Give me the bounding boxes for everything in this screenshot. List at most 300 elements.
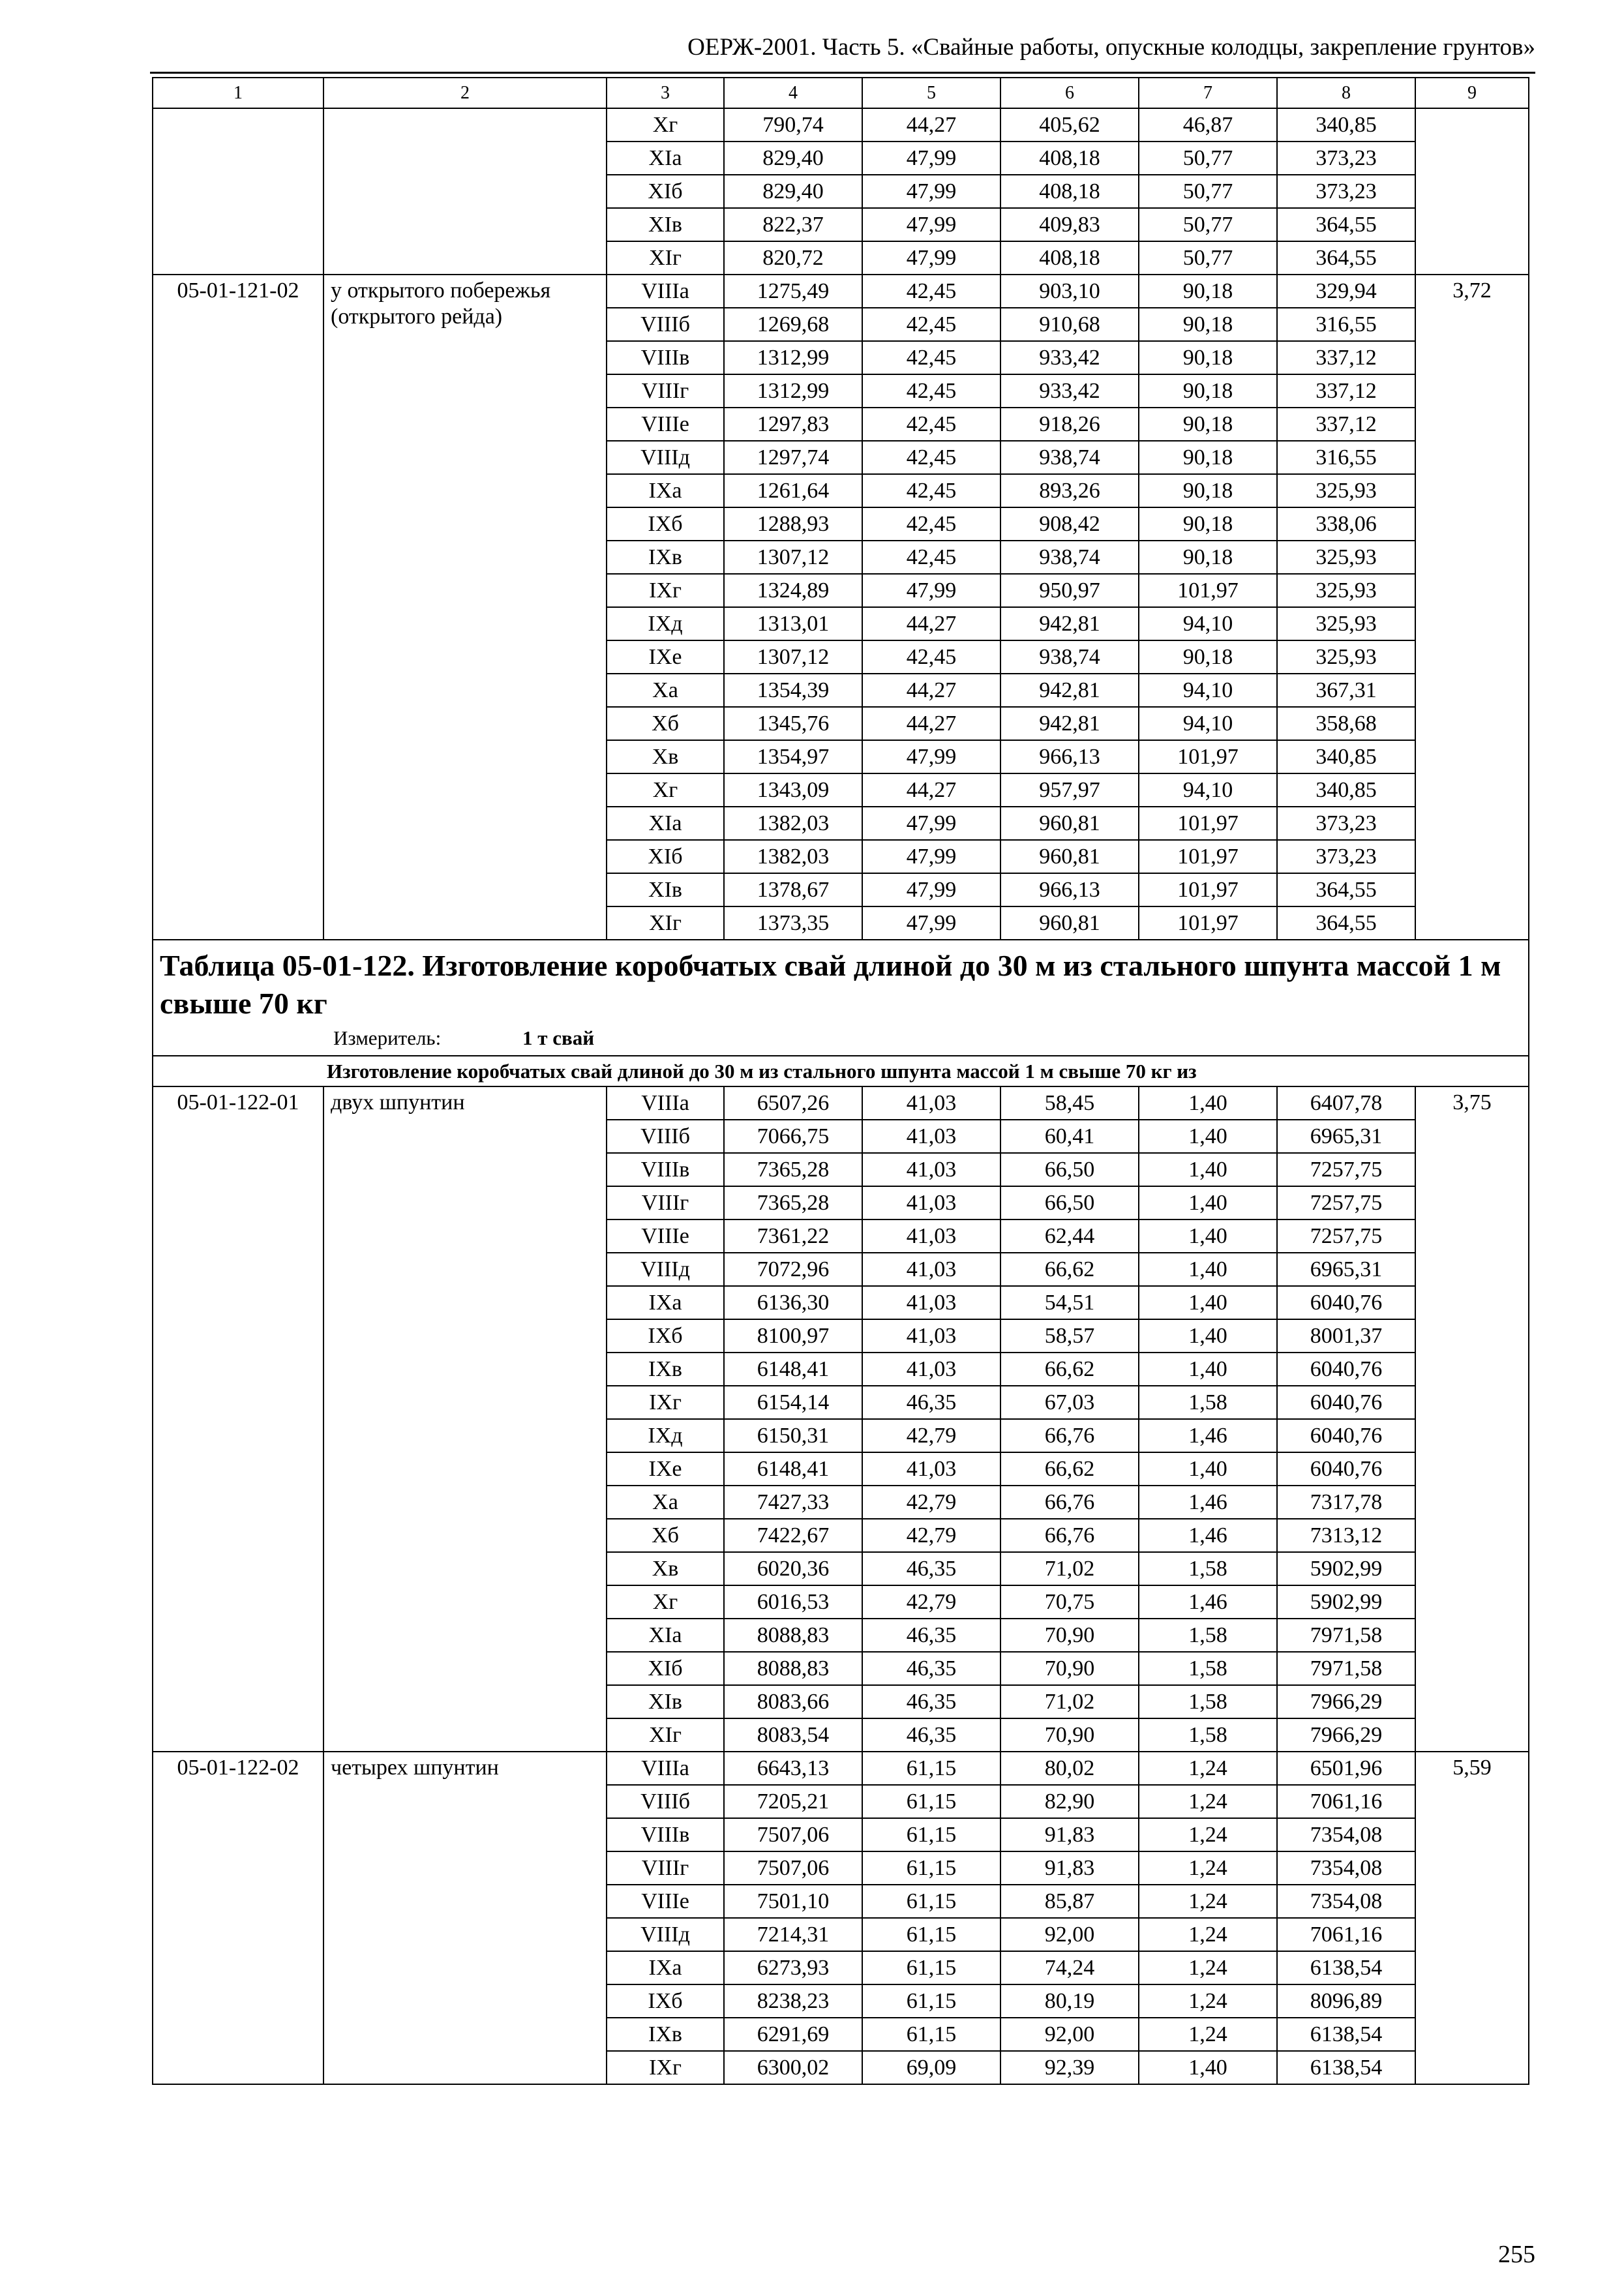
table-cell: 7361,22 bbox=[724, 1219, 862, 1253]
table-cell: 85,87 bbox=[1000, 1885, 1139, 1918]
table-cell: 337,12 bbox=[1277, 341, 1415, 374]
table-cell: 1354,97 bbox=[724, 740, 862, 773]
table-cell: 47,99 bbox=[862, 175, 1000, 208]
table-cell: 1,40 bbox=[1139, 1219, 1277, 1253]
table-row bbox=[153, 1086, 1529, 1120]
rate-code: 05-01-122-01 bbox=[153, 1086, 323, 1752]
table-cell: 7257,75 bbox=[1277, 1219, 1415, 1253]
table-cell: 340,85 bbox=[1277, 740, 1415, 773]
table-cell: 41,03 bbox=[862, 1286, 1000, 1319]
work-description: четырех шпунтин bbox=[323, 1752, 607, 2084]
table-cell: 47,99 bbox=[862, 840, 1000, 873]
table-cell: 69,09 bbox=[862, 2051, 1000, 2084]
table-cell: 893,26 bbox=[1000, 474, 1139, 507]
table-cell: 908,42 bbox=[1000, 507, 1139, 541]
table-cell: 1269,68 bbox=[724, 308, 862, 341]
table-title: Таблица 05-01-122. Изготовление коробчатых свай длиной до 30 м из стального шпунта массой 1 м свыше 70 кг bbox=[160, 949, 1501, 1020]
table-cell: 325,93 bbox=[1277, 640, 1415, 674]
table-cell: Xв bbox=[607, 1552, 724, 1585]
table-cell: 1,40 bbox=[1139, 1319, 1277, 1353]
table-cell: 337,12 bbox=[1277, 408, 1415, 441]
rate-code: 05-01-122-02 bbox=[153, 1752, 323, 2084]
table-cell: 1,24 bbox=[1139, 1951, 1277, 1984]
table-cell: 1,40 bbox=[1139, 1286, 1277, 1319]
table-cell: 42,79 bbox=[862, 1419, 1000, 1452]
table-cell: 373,23 bbox=[1277, 807, 1415, 840]
table-cell: 90,18 bbox=[1139, 640, 1277, 674]
table-cell: 42,45 bbox=[862, 308, 1000, 341]
table-cell: 1,58 bbox=[1139, 1386, 1277, 1419]
table-cell: 8001,37 bbox=[1277, 1319, 1415, 1353]
table-cell: XIв bbox=[607, 873, 724, 906]
table-cell: 41,03 bbox=[862, 1120, 1000, 1153]
table-cell: 373,23 bbox=[1277, 142, 1415, 175]
table-cell: 6148,41 bbox=[724, 1353, 862, 1386]
table-cell: 325,93 bbox=[1277, 607, 1415, 640]
table-cell: 325,93 bbox=[1277, 474, 1415, 507]
table-cell: 6136,30 bbox=[724, 1286, 862, 1319]
table-cell: VIIIд bbox=[607, 441, 724, 474]
table-cell: 44,27 bbox=[862, 707, 1000, 740]
unit-line bbox=[160, 1025, 1528, 1051]
table-cell: 90,18 bbox=[1139, 408, 1277, 441]
table-cell: 94,10 bbox=[1139, 674, 1277, 707]
table-cell: VIIIе bbox=[607, 408, 724, 441]
table-cell: 6016,53 bbox=[724, 1585, 862, 1619]
table-cell: 7507,06 bbox=[724, 1851, 862, 1885]
table-cell: 62,44 bbox=[1000, 1219, 1139, 1253]
table-cell: 338,06 bbox=[1277, 507, 1415, 541]
table-cell: 66,50 bbox=[1000, 1153, 1139, 1186]
coefficient: 5,59 bbox=[1415, 1752, 1529, 2084]
table-cell: VIIIб bbox=[607, 1120, 724, 1153]
table-cell: 1312,99 bbox=[724, 374, 862, 408]
table-cell: 101,97 bbox=[1139, 906, 1277, 940]
table-cell: 950,97 bbox=[1000, 574, 1139, 607]
table-cell: IXг bbox=[607, 2051, 724, 2084]
table-cell: 6040,76 bbox=[1277, 1452, 1415, 1486]
table-cell: 44,27 bbox=[862, 674, 1000, 707]
table-cell: Xв bbox=[607, 740, 724, 773]
table-cell: 6020,36 bbox=[724, 1552, 862, 1585]
table-cell: VIIIг bbox=[607, 1186, 724, 1219]
table-cell: 80,02 bbox=[1000, 1752, 1139, 1785]
table-cell: 42,45 bbox=[862, 341, 1000, 374]
table-cell: 337,12 bbox=[1277, 374, 1415, 408]
table-cell: 1,40 bbox=[1139, 1353, 1277, 1386]
table-cell: 373,23 bbox=[1277, 175, 1415, 208]
table-cell: 46,35 bbox=[862, 1386, 1000, 1419]
table-cell: 66,62 bbox=[1000, 1253, 1139, 1286]
table-cell: 61,15 bbox=[862, 1984, 1000, 2018]
table-cell: 7966,29 bbox=[1277, 1685, 1415, 1718]
table-cell: 822,37 bbox=[724, 208, 862, 241]
table-cell: 6138,54 bbox=[1277, 1951, 1415, 1984]
table-cell: 1382,03 bbox=[724, 807, 862, 840]
table-cell: 960,81 bbox=[1000, 840, 1139, 873]
table-cell: 42,79 bbox=[862, 1585, 1000, 1619]
table-cell: Xа bbox=[607, 1486, 724, 1519]
table-cell: 8100,97 bbox=[724, 1319, 862, 1353]
table-cell: 316,55 bbox=[1277, 441, 1415, 474]
table-cell: 1307,12 bbox=[724, 541, 862, 574]
table-cell: VIIIв bbox=[607, 341, 724, 374]
running-header: ОЕРЖ-2001. Часть 5. «Свайные работы, опускные колодцы, закрепление грунтов» bbox=[687, 34, 1535, 61]
table-cell: 6040,76 bbox=[1277, 1353, 1415, 1386]
table-cell: 101,97 bbox=[1139, 840, 1277, 873]
table-cell: 1,46 bbox=[1139, 1519, 1277, 1552]
table-cell: 1,58 bbox=[1139, 1552, 1277, 1585]
table-cell: 6965,31 bbox=[1277, 1120, 1415, 1153]
table-cell: 358,68 bbox=[1277, 707, 1415, 740]
table-cell: 1,24 bbox=[1139, 1851, 1277, 1885]
table-cell: 1312,99 bbox=[724, 341, 862, 374]
table-cell: 50,77 bbox=[1139, 208, 1277, 241]
table-cell: IXд bbox=[607, 1419, 724, 1452]
table-cell: 58,45 bbox=[1000, 1086, 1139, 1120]
table-cell: 66,50 bbox=[1000, 1186, 1139, 1219]
unit-label: Измеритель: bbox=[333, 1026, 442, 1049]
table-cell: Xг bbox=[607, 773, 724, 807]
table-cell: 101,97 bbox=[1139, 873, 1277, 906]
table-cell: 820,72 bbox=[724, 241, 862, 275]
table-cell: 408,18 bbox=[1000, 175, 1139, 208]
table-cell: 364,55 bbox=[1277, 208, 1415, 241]
table-cell: 41,03 bbox=[862, 1319, 1000, 1353]
table-cell: IXа bbox=[607, 1286, 724, 1319]
table-cell: 1,58 bbox=[1139, 1685, 1277, 1718]
table-cell: 41,03 bbox=[862, 1219, 1000, 1253]
coefficient bbox=[1415, 108, 1529, 275]
table-cell: 71,02 bbox=[1000, 1552, 1139, 1585]
table-cell: 1,24 bbox=[1139, 1885, 1277, 1918]
column-number: 7 bbox=[1139, 78, 1277, 108]
table-cell: 6507,26 bbox=[724, 1086, 862, 1120]
table-cell: 46,35 bbox=[862, 1718, 1000, 1752]
table-cell: 92,39 bbox=[1000, 2051, 1139, 2084]
table-cell: 41,03 bbox=[862, 1353, 1000, 1386]
table-cell: 364,55 bbox=[1277, 906, 1415, 940]
table-cell: 7354,08 bbox=[1277, 1885, 1415, 1918]
table-cell: 61,15 bbox=[862, 1785, 1000, 1818]
table-cell: 50,77 bbox=[1139, 175, 1277, 208]
table-cell: XIв bbox=[607, 208, 724, 241]
table-cell: 101,97 bbox=[1139, 740, 1277, 773]
table-cell: 942,81 bbox=[1000, 607, 1139, 640]
table-cell: 6150,31 bbox=[724, 1419, 862, 1452]
table-cell: 7066,75 bbox=[724, 1120, 862, 1153]
coefficient: 3,72 bbox=[1415, 275, 1529, 940]
table-cell: 50,77 bbox=[1139, 142, 1277, 175]
table-cell: 61,15 bbox=[862, 1918, 1000, 1951]
table-cell: 7507,06 bbox=[724, 1818, 862, 1851]
table-cell: 101,97 bbox=[1139, 574, 1277, 607]
table-cell: 46,35 bbox=[862, 1685, 1000, 1718]
table-cell: 70,75 bbox=[1000, 1585, 1139, 1619]
table-cell: 933,42 bbox=[1000, 374, 1139, 408]
table-cell: 966,13 bbox=[1000, 873, 1139, 906]
table-cell: 1288,93 bbox=[724, 507, 862, 541]
table-cell: 94,10 bbox=[1139, 773, 1277, 807]
table-cell: 1345,76 bbox=[724, 707, 862, 740]
work-description bbox=[323, 108, 607, 275]
table-cell: 92,00 bbox=[1000, 2018, 1139, 2051]
table-cell: VIIIв bbox=[607, 1153, 724, 1186]
column-number: 6 bbox=[1000, 78, 1139, 108]
table-cell: 42,45 bbox=[862, 441, 1000, 474]
table-cell: 42,79 bbox=[862, 1519, 1000, 1552]
table-cell: 1,46 bbox=[1139, 1419, 1277, 1452]
table-cell: IXд bbox=[607, 607, 724, 640]
table-cell: 1,24 bbox=[1139, 2018, 1277, 2051]
table-cell: 6138,54 bbox=[1277, 2051, 1415, 2084]
table-cell: 933,42 bbox=[1000, 341, 1139, 374]
table-cell: 1297,83 bbox=[724, 408, 862, 441]
table-cell: 960,81 bbox=[1000, 906, 1139, 940]
table-cell: 405,62 bbox=[1000, 108, 1139, 142]
table-cell: 47,99 bbox=[862, 142, 1000, 175]
table-cell: 910,68 bbox=[1000, 308, 1139, 341]
table-cell: 47,99 bbox=[862, 740, 1000, 773]
table-cell: 42,45 bbox=[862, 408, 1000, 441]
table-cell: 7313,12 bbox=[1277, 1519, 1415, 1552]
table-cell: IXв bbox=[607, 2018, 724, 2051]
table-cell: 5902,99 bbox=[1277, 1552, 1415, 1585]
table-cell: 364,55 bbox=[1277, 241, 1415, 275]
table-cell: 42,45 bbox=[862, 275, 1000, 308]
table-cell: 61,15 bbox=[862, 1951, 1000, 1984]
table-cell: VIIIа bbox=[607, 1752, 724, 1785]
table-cell: 47,99 bbox=[862, 807, 1000, 840]
table-cell: 7422,67 bbox=[724, 1519, 862, 1552]
table-cell: 101,97 bbox=[1139, 807, 1277, 840]
table-caption bbox=[153, 940, 1529, 1056]
table-cell: 1,24 bbox=[1139, 1785, 1277, 1818]
table-cell: 1313,01 bbox=[724, 607, 862, 640]
rates-table bbox=[152, 77, 1529, 2085]
table-cell: 66,62 bbox=[1000, 1452, 1139, 1486]
table-cell: 6501,96 bbox=[1277, 1752, 1415, 1785]
table-cell: 1,46 bbox=[1139, 1486, 1277, 1519]
table-cell: 90,18 bbox=[1139, 441, 1277, 474]
table-cell: 90,18 bbox=[1139, 541, 1277, 574]
table-cell: 46,35 bbox=[862, 1652, 1000, 1685]
table-cell: 44,27 bbox=[862, 773, 1000, 807]
table-cell: 7966,29 bbox=[1277, 1718, 1415, 1752]
table-cell: 1,58 bbox=[1139, 1718, 1277, 1752]
table-cell: 7214,31 bbox=[724, 1918, 862, 1951]
table-cell: 408,18 bbox=[1000, 241, 1139, 275]
table-cell: 340,85 bbox=[1277, 773, 1415, 807]
table-cell: 1275,49 bbox=[724, 275, 862, 308]
table-cell: 90,18 bbox=[1139, 374, 1277, 408]
table-cell: 1,40 bbox=[1139, 1153, 1277, 1186]
column-number: 2 bbox=[323, 78, 607, 108]
table-cell: 7501,10 bbox=[724, 1885, 862, 1918]
table-cell: IXв bbox=[607, 541, 724, 574]
table-cell: 7072,96 bbox=[724, 1253, 862, 1286]
table-cell: 1261,64 bbox=[724, 474, 862, 507]
table-cell: XIа bbox=[607, 142, 724, 175]
table-cell: 41,03 bbox=[862, 1186, 1000, 1219]
rate-code bbox=[153, 108, 323, 275]
table-cell: 42,45 bbox=[862, 474, 1000, 507]
table-cell: 957,97 bbox=[1000, 773, 1139, 807]
table-cell: 8096,89 bbox=[1277, 1984, 1415, 2018]
table-cell: 50,77 bbox=[1139, 241, 1277, 275]
table-cell: 1297,74 bbox=[724, 441, 862, 474]
table-cell: XIг bbox=[607, 1718, 724, 1752]
table-cell: VIIIа bbox=[607, 275, 724, 308]
table-cell: 94,10 bbox=[1139, 707, 1277, 740]
table-cell: 61,15 bbox=[862, 2018, 1000, 2051]
table-cell: 58,57 bbox=[1000, 1319, 1139, 1353]
table-cell: 42,45 bbox=[862, 541, 1000, 574]
table-cell: 70,90 bbox=[1000, 1619, 1139, 1652]
table-cell: 7061,16 bbox=[1277, 1785, 1415, 1818]
table-cell: 41,03 bbox=[862, 1452, 1000, 1486]
table-cell: IXе bbox=[607, 1452, 724, 1486]
work-description: у открытого побережья (открытого рейда) bbox=[323, 275, 607, 940]
table-cell: XIг bbox=[607, 906, 724, 940]
table-cell: 94,10 bbox=[1139, 607, 1277, 640]
table-row bbox=[153, 108, 1529, 142]
table-cell: 938,74 bbox=[1000, 640, 1139, 674]
table-cell: 7205,21 bbox=[724, 1785, 862, 1818]
table-cell: 90,18 bbox=[1139, 507, 1277, 541]
table-cell: 1378,67 bbox=[724, 873, 862, 906]
table-cell: 6154,14 bbox=[724, 1386, 862, 1419]
table-cell: 7354,08 bbox=[1277, 1851, 1415, 1885]
table-cell: 47,99 bbox=[862, 241, 1000, 275]
table-cell: 6040,76 bbox=[1277, 1386, 1415, 1419]
table-cell: 6300,02 bbox=[724, 2051, 862, 2084]
table-cell: 8088,83 bbox=[724, 1652, 862, 1685]
table-cell: 6965,31 bbox=[1277, 1253, 1415, 1286]
table-cell: 938,74 bbox=[1000, 441, 1139, 474]
table-cell: 47,99 bbox=[862, 873, 1000, 906]
table-cell: 6148,41 bbox=[724, 1452, 862, 1486]
table-cell: 41,03 bbox=[862, 1253, 1000, 1286]
table-cell: 1,46 bbox=[1139, 1585, 1277, 1619]
table-cell: 8083,54 bbox=[724, 1718, 862, 1752]
table-cell: 960,81 bbox=[1000, 807, 1139, 840]
table-cell: 8088,83 bbox=[724, 1619, 862, 1652]
table-cell: 47,99 bbox=[862, 906, 1000, 940]
work-description: двух шпунтин bbox=[323, 1086, 607, 1752]
table-cell: 61,15 bbox=[862, 1885, 1000, 1918]
table-cell: 61,15 bbox=[862, 1851, 1000, 1885]
table-cell: 92,00 bbox=[1000, 1918, 1139, 1951]
column-number-row bbox=[153, 78, 1529, 108]
table-cell: 6407,78 bbox=[1277, 1086, 1415, 1120]
table-cell: 7061,16 bbox=[1277, 1918, 1415, 1951]
table-cell: 1,40 bbox=[1139, 1086, 1277, 1120]
table-cell: 90,18 bbox=[1139, 308, 1277, 341]
table-cell: 71,02 bbox=[1000, 1685, 1139, 1718]
table-cell: Xа bbox=[607, 674, 724, 707]
coefficient: 3,75 bbox=[1415, 1086, 1529, 1752]
table-cell: VIIIе bbox=[607, 1219, 724, 1253]
table-cell: 409,83 bbox=[1000, 208, 1139, 241]
table-cell: 66,76 bbox=[1000, 1419, 1139, 1452]
table-cell: 1,40 bbox=[1139, 1120, 1277, 1153]
table-cell: 74,24 bbox=[1000, 1951, 1139, 1984]
table-cell: 829,40 bbox=[724, 142, 862, 175]
table-cell: 60,41 bbox=[1000, 1120, 1139, 1153]
table-cell: 7257,75 bbox=[1277, 1186, 1415, 1219]
table-cell: 373,23 bbox=[1277, 840, 1415, 873]
table-cell: XIб bbox=[607, 175, 724, 208]
table-cell: 903,10 bbox=[1000, 275, 1139, 308]
table-cell: 1,40 bbox=[1139, 1186, 1277, 1219]
column-number: 3 bbox=[607, 78, 724, 108]
table-cell: IXб bbox=[607, 1319, 724, 1353]
table-cell: Xг bbox=[607, 1585, 724, 1619]
table-cell: VIIIе bbox=[607, 1885, 724, 1918]
table-cell: 918,26 bbox=[1000, 408, 1139, 441]
table-cell: 966,13 bbox=[1000, 740, 1139, 773]
table-cell: 61,15 bbox=[862, 1818, 1000, 1851]
table-cell: 1343,09 bbox=[724, 773, 862, 807]
table-cell: XIа bbox=[607, 807, 724, 840]
table-cell: 82,90 bbox=[1000, 1785, 1139, 1818]
table-cell: 1,24 bbox=[1139, 1818, 1277, 1851]
table-cell: VIIIд bbox=[607, 1918, 724, 1951]
table-cell: 325,93 bbox=[1277, 574, 1415, 607]
table-cell: IXв bbox=[607, 1353, 724, 1386]
table-cell: 42,45 bbox=[862, 374, 1000, 408]
table-cell: IXб bbox=[607, 507, 724, 541]
table-cell: 90,18 bbox=[1139, 275, 1277, 308]
table-cell: 1,40 bbox=[1139, 1253, 1277, 1286]
table-cell: XIг bbox=[607, 241, 724, 275]
table-cell: 46,35 bbox=[862, 1619, 1000, 1652]
table-cell: VIIIг bbox=[607, 1851, 724, 1885]
table-cell: 90,18 bbox=[1139, 474, 1277, 507]
table-cell: 329,94 bbox=[1277, 275, 1415, 308]
table-cell: VIIIд bbox=[607, 1253, 724, 1286]
table-cell: 61,15 bbox=[862, 1752, 1000, 1785]
table-cell: 1,24 bbox=[1139, 1752, 1277, 1785]
table-cell: 7354,08 bbox=[1277, 1818, 1415, 1851]
subheading-row bbox=[153, 1056, 1529, 1086]
table-cell: 5902,99 bbox=[1277, 1585, 1415, 1619]
table-cell: 66,76 bbox=[1000, 1486, 1139, 1519]
table-cell: VIIIб bbox=[607, 308, 724, 341]
table-cell: 1,40 bbox=[1139, 2051, 1277, 2084]
table-cell: 8238,23 bbox=[724, 1984, 862, 2018]
table-cell: 7365,28 bbox=[724, 1153, 862, 1186]
table-cell: 340,85 bbox=[1277, 108, 1415, 142]
table-cell: IXа bbox=[607, 474, 724, 507]
table-cell: 6643,13 bbox=[724, 1752, 862, 1785]
table-cell: IXа bbox=[607, 1951, 724, 1984]
table-cell: 1373,35 bbox=[724, 906, 862, 940]
table-cell: 942,81 bbox=[1000, 707, 1139, 740]
table-cell: 66,62 bbox=[1000, 1353, 1139, 1386]
column-number: 4 bbox=[724, 78, 862, 108]
table-cell: 1324,89 bbox=[724, 574, 862, 607]
column-number: 1 bbox=[153, 78, 323, 108]
table-cell: IXб bbox=[607, 1984, 724, 2018]
table-cell: IXг bbox=[607, 574, 724, 607]
table-cell: 70,90 bbox=[1000, 1718, 1139, 1752]
page-number: 255 bbox=[1498, 2241, 1535, 2268]
table-cell: Xб bbox=[607, 707, 724, 740]
table-cell: 67,03 bbox=[1000, 1386, 1139, 1419]
table-cell: 90,18 bbox=[1139, 341, 1277, 374]
